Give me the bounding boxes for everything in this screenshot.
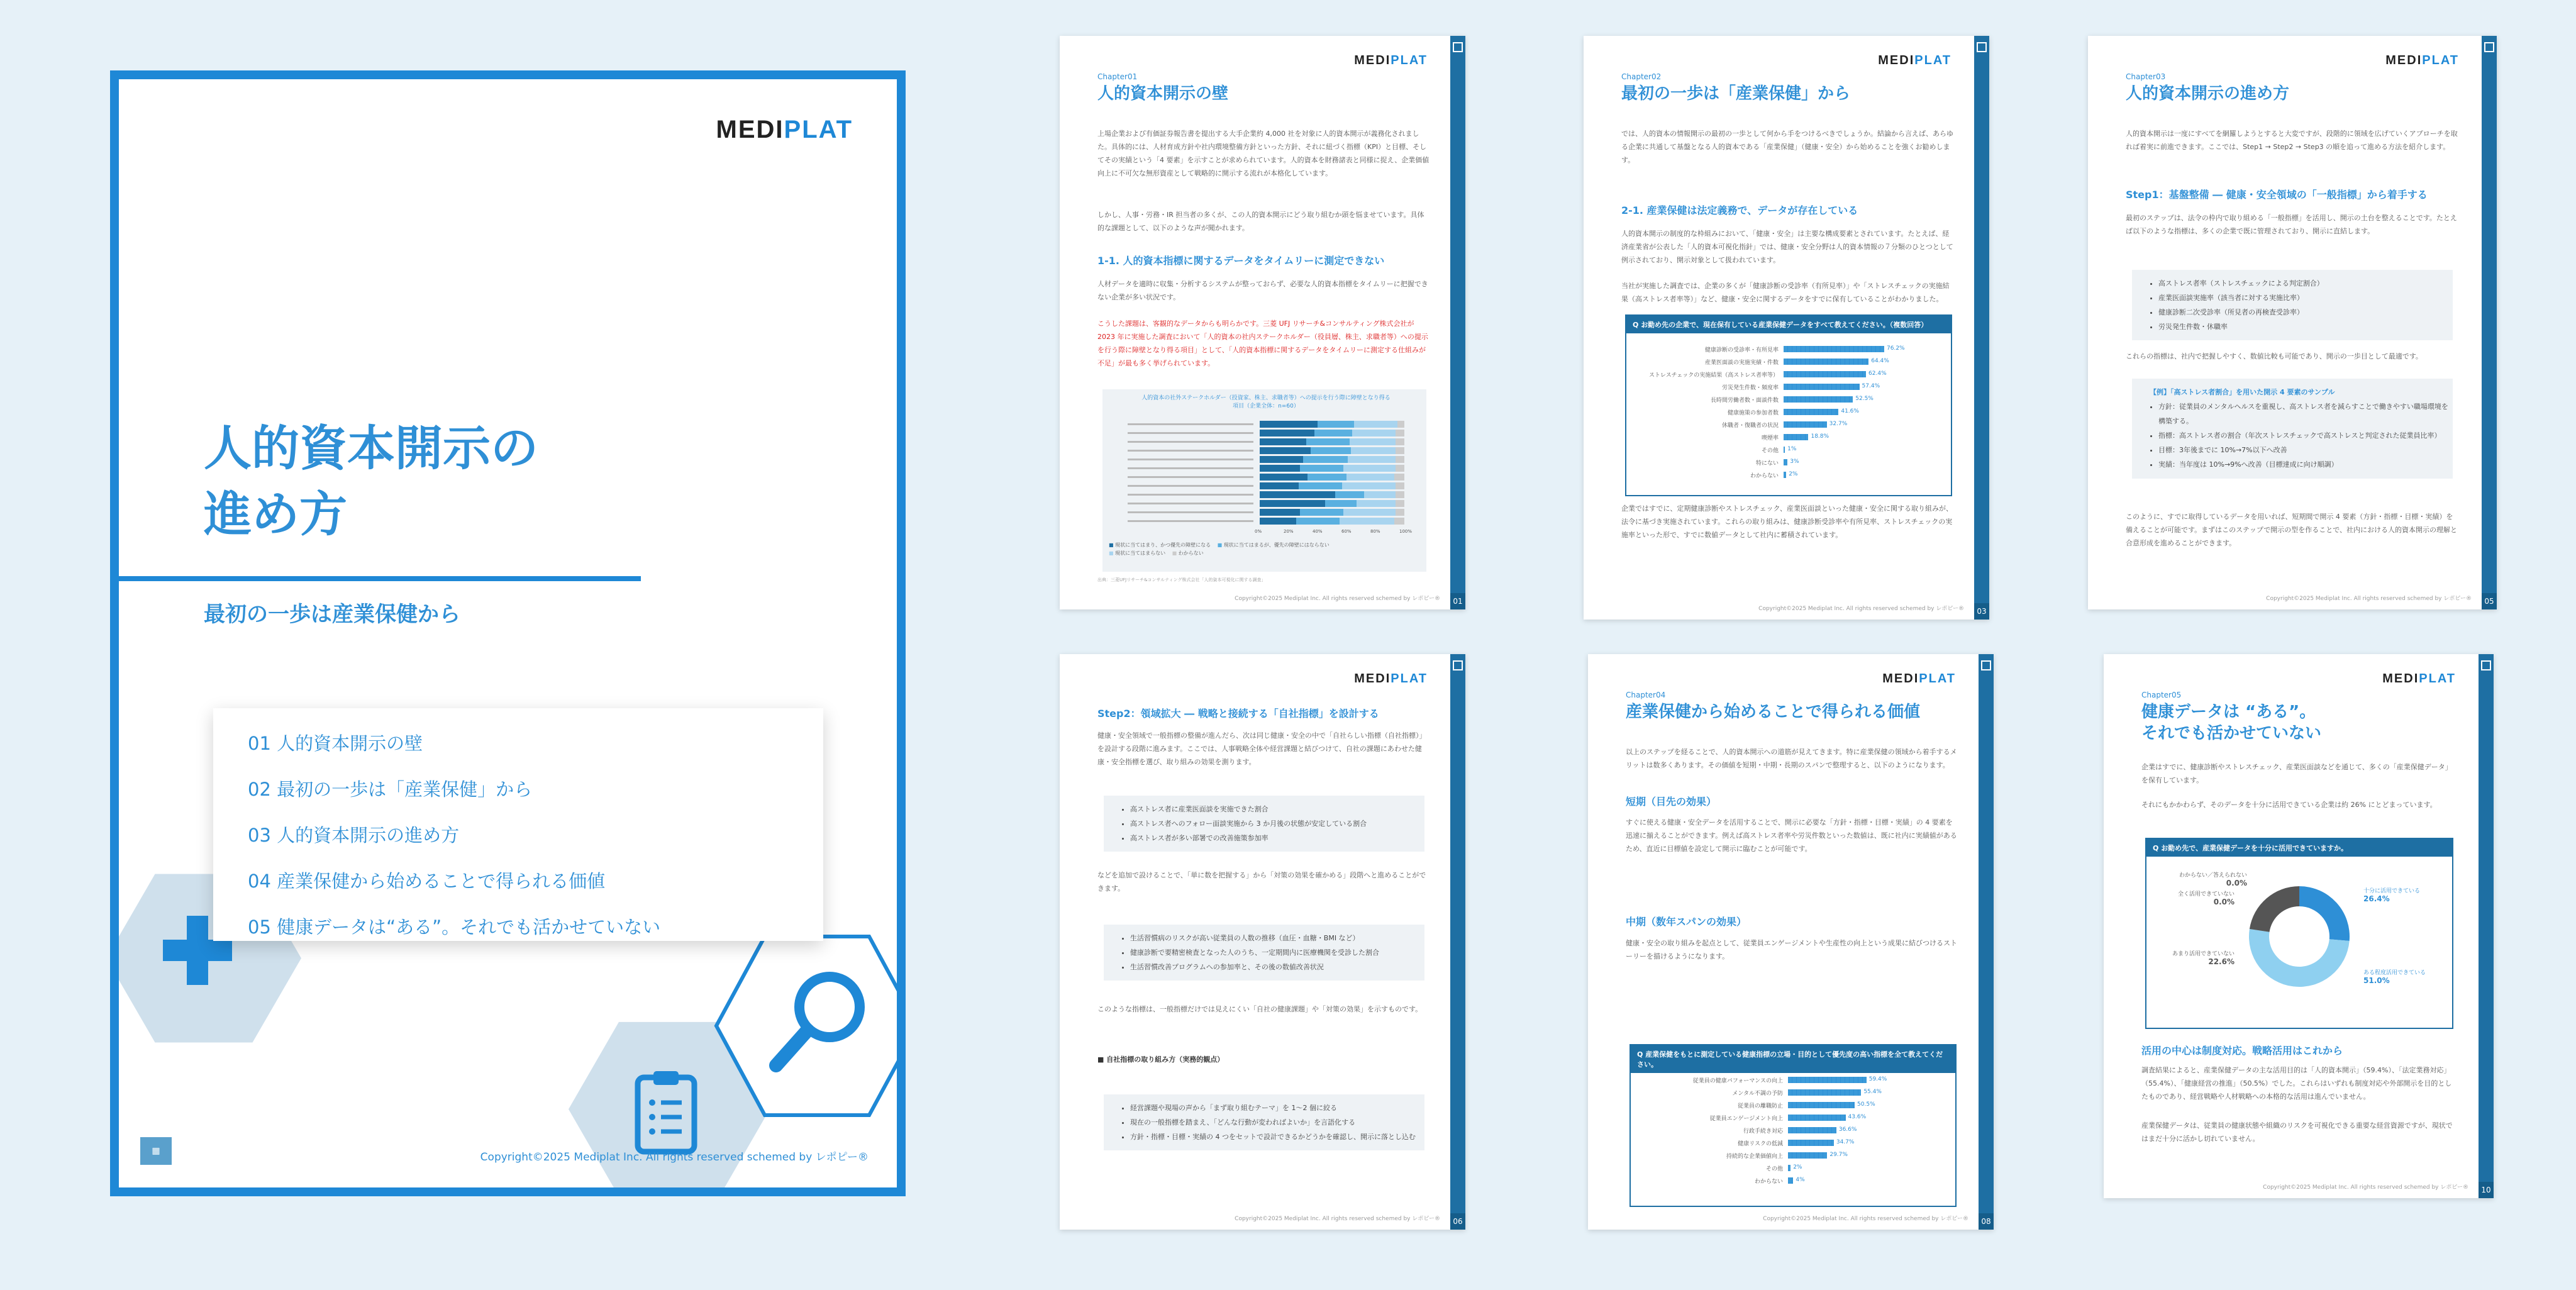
page-number: 08 [1979, 1213, 1994, 1230]
page-title: 最初の一歩は「産業保健」から [1621, 84, 1851, 103]
list-item: • 方針：従業員のメンタルヘルスを重視し、高ストレス者を減らすことで働きやすい職場環境を構築する。 [2158, 399, 2453, 428]
bar-label-placeholder [1128, 432, 1253, 434]
bar-label-placeholder [1128, 450, 1253, 452]
copyright: Copyright©2025 Mediplat Inc. All rights reserved schemed by レポピー® [1235, 1216, 1440, 1222]
page-title: 健康データは “ある”。 それでも活かせていない [2141, 703, 2322, 743]
bar-category-label: その他 [1761, 448, 1779, 454]
paragraph: しかし、人事・労務・IR 担当者の多くが、この人的資本開示にどう取り組むか頭を悩ませています。具体的な課題として、以下のような声が聞かれます。 [1097, 211, 1424, 232]
stacked-bar [1260, 474, 1404, 481]
bar-segment [1352, 430, 1396, 436]
brand-logo: MEDIPLAT [1354, 672, 1428, 686]
bar-segment [1396, 482, 1404, 489]
axis-tick-label: 40% [1313, 529, 1323, 534]
bar-segment [1306, 438, 1350, 445]
chart-title: Q 産業保健をもとに測定している健康指標の立場・目的として優先度の高い指標を全て教えてください。 [1631, 1045, 1955, 1073]
stacked-bar [1260, 500, 1404, 507]
bar-segment [1343, 465, 1396, 472]
page-title: 産業保健から始めることで得られる価値 [1626, 703, 1921, 721]
document-icon [1453, 660, 1463, 670]
cover-divider [119, 576, 641, 581]
bar-segment [1394, 474, 1404, 481]
legend-item: わからない [1178, 550, 1204, 556]
list-item: • 産業医面談実施率（該当者に対する実施比率） [2158, 291, 2453, 305]
bar-category-label: 産業医面談の実施実績・件数 [1704, 360, 1779, 366]
list-item: • 高ストレス者に産業医面談を実施できた割合 [1130, 802, 1424, 816]
toc-item[interactable]: 03 人的資本開示の進め方 [248, 825, 460, 846]
bar [1784, 359, 1868, 365]
donut-value-label: 0.0% [2213, 898, 2235, 906]
paragraph: すぐに使える健康・安全データを活用することで、開示に必要な「方針・指標・目標・実績」の 4 要素を迅速に揃えることができます。例えば高ストレス者率や労災件数といった数値は、既に社内に実績値があるため、直近に目標値を設定して開示に臨むことが可能です。 [1626, 818, 1957, 853]
bar-segment [1314, 430, 1352, 436]
stacked-bar [1260, 465, 1404, 472]
axis-tick-label: 80% [1370, 529, 1380, 534]
bar-segment [1260, 456, 1303, 463]
bar-category-label: 持続的な企業価値向上 [1726, 1154, 1783, 1160]
list-item: • 実績：当年度は 10%→9%へ改善（目標達成に向け順調） [2158, 457, 2453, 472]
toc-item[interactable]: 01 人的資本開示の壁 [248, 733, 423, 754]
bar-segment [1396, 491, 1404, 498]
toc-item[interactable]: 05 健康データは“ある”。それでも活かせていない [248, 916, 661, 938]
chapter-label: Chapter04 [1626, 691, 1666, 699]
bar [1784, 384, 1860, 390]
bar-segment [1396, 456, 1404, 463]
bar [1788, 1140, 1834, 1146]
bar-segment [1260, 438, 1306, 445]
bar-segment [1311, 447, 1351, 454]
bar-label-placeholder [1128, 503, 1253, 504]
bar-segment [1342, 482, 1396, 489]
bar-segment [1335, 491, 1364, 498]
paragraph: 企業はすでに、健康診断やストレスチェック、産業医面談などを通じて、多くの「産業保健データ」を保有しています。 [2141, 763, 2452, 784]
bar-segment [1340, 518, 1394, 525]
table-of-contents [213, 708, 823, 941]
page-title: 人的資本開示の進め方 [2126, 84, 2290, 103]
list-item: • 生活習慣病のリスクが高い従業員の人数の推移（血圧・血糖・BMI など） [1130, 931, 1424, 945]
paragraph: 人的資本開示は一度にすべてを網羅しようとすると大変ですが、段階的に領域を広げていくアプローチを取れば着実に前進できます。ここでは、Step1 → Step2 → Step3 の順を追って進める方法を紹介します。 [2126, 130, 2458, 151]
donut-slice [2299, 886, 2350, 941]
bar-value-label: 57.4% [1862, 383, 1880, 389]
page-01[interactable] [1060, 36, 1465, 609]
bar-value-label: 18.8% [1811, 433, 1829, 440]
paragraph: 人材データを適時に収集・分析するシステムが整っておらず、必要な人的資本指標をタイムリーに把握できない企業が多い状況です。 [1097, 280, 1428, 301]
clipboard-icon [631, 1068, 701, 1156]
bar [1784, 459, 1787, 465]
donut-label: あまり活用できていない [2172, 951, 2235, 957]
bar [1788, 1165, 1790, 1171]
bar-segment [1364, 491, 1396, 498]
bar-segment [1325, 500, 1357, 507]
bar-segment [1303, 456, 1348, 463]
bar-value-label: 52.5% [1855, 396, 1874, 402]
brand-logo: MEDIPLAT [2385, 53, 2459, 67]
list-item: • 高ストレス者率（ストレスチェックによる判定割合） [2158, 276, 2453, 291]
section-heading: 中期（数年スパンの効果） [1626, 916, 1747, 928]
list-item: • 生活習慣改善プログラムへの参加率と、その後の数値改善状況 [1130, 960, 1424, 974]
bar-category-label: 健康診断の受診率・有所見率 [1704, 347, 1779, 353]
side-tab [1979, 654, 1994, 1230]
bar-category-label: わからない [1754, 1179, 1783, 1185]
list-item: • 健康診断二次受診率（所見者の再検査受診率） [2158, 305, 2453, 320]
document-icon [2484, 42, 2494, 52]
side-tab [1974, 36, 1989, 620]
bar-value-label: 62.4% [1868, 370, 1887, 377]
bar [1784, 472, 1786, 478]
bar-category-label: 従業員の離職防止 [1737, 1103, 1783, 1109]
page-number: 03 [1974, 603, 1989, 620]
stacked-bar [1260, 447, 1404, 454]
bar-category-label: 長時間労働者数・面談件数 [1710, 398, 1779, 404]
bar-segment [1260, 491, 1335, 498]
legend-item: 現状に当てはまるが、優先の障壁にはならない [1223, 542, 1330, 548]
indicator-list [1104, 1094, 1424, 1150]
bar-chart-priorities [1629, 1044, 1957, 1207]
axis-tick-label: 100% [1399, 529, 1413, 534]
bar-segment [1396, 438, 1404, 445]
side-tab [1450, 654, 1465, 1230]
bar-chart-held-data [1625, 314, 1952, 496]
bar-segment [1307, 474, 1346, 481]
bar-segment [1397, 421, 1405, 428]
indicator-list [2132, 270, 2453, 340]
brand-logo: MEDIPLAT [1878, 53, 1951, 67]
page-08[interactable] [1588, 654, 1994, 1230]
bar [1784, 434, 1808, 440]
donut-label: わからない／答えられない [2179, 872, 2247, 879]
bar-segment [1396, 465, 1404, 472]
bar-segment [1348, 456, 1396, 463]
bar-value-label: 36.6% [1838, 1126, 1857, 1133]
paragraph: では、人的資本の情報開示の最初の一歩として何から手をつけるべきでしょうか。結論から言えば、あらゆる企業に共通して基盤となる人的資本である「産業保健」（健康・安全）から始めることを強くお勧めします。 [1621, 130, 1953, 164]
bar-value-label: 43.6% [1848, 1114, 1867, 1120]
copyright: Copyright©2025 Mediplat Inc. All rights reserved schemed by レポピー® [2263, 1184, 2468, 1191]
side-tab [2482, 36, 2497, 609]
bar-segment [1343, 509, 1396, 516]
bar-value-label: 41.6% [1841, 408, 1859, 414]
bar [1788, 1102, 1855, 1108]
bar-segment [1299, 482, 1342, 489]
paragraph: 健康・安全領域で一般指標の整備が進んだら、次は同じ健康・安全の中で「自社らしい指標（自社指標）」を設計する段階に進みます。ここでは、人事戦略全体や経営課題と結びつけて、自社の課題にあわせた健康・安全指標を選び、取り組みの効果を測ります。 [1097, 731, 1426, 766]
bar-segment [1318, 421, 1354, 428]
magnifier-icon [713, 931, 906, 1120]
indicator-list [1104, 925, 1424, 981]
bar-segment [1260, 500, 1325, 507]
paragraph: 調査結果によると、産業保健データの主な活用目的は「人的資本開示」（59.4%）、「法定業務対応」（55.4%）、「健康経営の推進」（50.5%）でした。これらはいずれも制度対応や外部開示を目的としたものであり、経営戦略や人材戦略への本格的な活用は進んでいません。 [2141, 1066, 2452, 1101]
bar-segment [1260, 465, 1300, 472]
bar-value-label: 59.4% [1868, 1076, 1887, 1082]
page-title: 人的資本開示の壁 [1097, 84, 1229, 103]
document-icon [1453, 42, 1463, 52]
bar-segment [1357, 500, 1396, 507]
list-item: • 高ストレス者が多い部署での改善施策参加率 [1130, 831, 1424, 845]
axis-tick-label: 60% [1341, 529, 1352, 534]
donut-value-label: 51.0% [2363, 976, 2390, 985]
copyright: Copyright©2025 Mediplat Inc. All rights reserved schemed by レポピー® [1763, 1216, 1968, 1222]
bar-category-label: 特にない [1755, 460, 1779, 467]
question-icon: Q [1633, 321, 1641, 329]
copyright: Copyright©2025 Mediplat Inc. All rights reserved schemed by レポピー® [1235, 596, 1440, 602]
subheading: ■ 自社指標の取り組み方（実務的観点） [1097, 1055, 1224, 1064]
axis-tick-label: 0% [1255, 529, 1262, 534]
page-06[interactable] [1060, 654, 1465, 1230]
stacked-bar [1260, 456, 1404, 463]
donut-label: 全く活用できていない [2177, 891, 2235, 898]
list-item: • 健康診断で要精密検査となった人のうち、一定期間内に医療機関を受診した割合 [1130, 945, 1424, 960]
donut-value-label: 0.0% [2226, 879, 2247, 887]
legend-item: 現状に当てはまらない [1115, 550, 1166, 556]
bar-label-placeholder [1128, 511, 1253, 513]
donut-value-label: 22.6% [2208, 957, 2235, 966]
page-10[interactable] [2104, 654, 2494, 1198]
bar-label-placeholder [1128, 423, 1253, 425]
chart-title: Q お勤め先で、産業保健データを十分に活用できていますか。 [2146, 839, 2452, 857]
bar-value-label: 3% [1790, 459, 1799, 465]
bar-segment [1346, 474, 1394, 481]
bar-segment [1260, 430, 1314, 436]
bar [1788, 1127, 1836, 1133]
bar [1788, 1152, 1827, 1159]
chart-legend: ■ 現状に当てはまり、かつ優先の障壁になる ■ 現状に当てはまるが、優先の障壁にはならない ■ 現状に当てはまらない ■ わからない [1109, 542, 1330, 556]
page-03[interactable] [1584, 36, 1989, 620]
paragraph: これらの指標は、社内で把握しやすく、数値比較も可能であり、開示の一歩目として最適です。 [2126, 352, 2423, 360]
bar-category-label: 従業員エンゲージメント向上 [1709, 1116, 1783, 1122]
document-icon [1977, 42, 1987, 52]
bar-label-placeholder [1128, 459, 1253, 460]
paragraph: 以上のステップを経ることで、人的資本開示への道筋が見えてきます。特に産業保健の領域から着手するメリットは数多くあります。その価値を短期・中期・長期のスパンで整理すると、以下のようになります。 [1626, 748, 1957, 769]
paragraph: それにもかかわらず、そのデータを十分に活用できている企業は約 26% にとどまっています。 [2141, 801, 2437, 809]
paragraph: このような指標は、一般指標だけでは見えにくい「自社の健康課題」や「対策の効果」を示すものです。 [1097, 1005, 1423, 1013]
paragraph: 人的資本開示の制度的な枠組みにおいて、「健康・安全」は主要な構成要素とされています。たとえば、経済産業省が公表した「人的資本可視化指針」では、健康・安全分野は人的資本情報の７分類のひとつとして例示されており、開示対象として扱われています。 [1621, 230, 1953, 264]
bar [1788, 1115, 1846, 1121]
question-icon: Q [1637, 1050, 1646, 1059]
donut-slice [2250, 886, 2299, 932]
example-box [2132, 379, 2453, 479]
donut-label: ある程度活用できている [2363, 970, 2426, 976]
chart-title: Q お勤め先の企業で、現在保有している産業保健データをすべて教えてください。（複数回答） [1626, 316, 1951, 333]
bar-segment [1260, 482, 1299, 489]
corner-badge: ▦ [140, 1137, 172, 1165]
stacked-bar [1260, 509, 1404, 516]
bar-segment [1351, 447, 1396, 454]
bar-category-label: 喫煙率 [1761, 435, 1779, 442]
page-number: 05 [2482, 593, 2497, 609]
stacked-bar [1260, 421, 1404, 428]
cover-subtitle: 最初の一歩は産業保健から [204, 602, 460, 627]
bar-value-label: 50.5% [1857, 1101, 1875, 1108]
list-item: • 目標：3年後までに 10%→7%以下へ改善 [2158, 443, 2453, 457]
page-number: 06 [1450, 1213, 1465, 1230]
donut-label: 十分に活用できている [2363, 888, 2421, 894]
page-number: 01 [1450, 593, 1465, 609]
document-icon [1981, 660, 1991, 670]
source-note: 出典：三菱UFJリサーチ&コンサルティング株式会社「人的資本可視化に関する調査」 [1097, 577, 1266, 582]
bar [1788, 1089, 1861, 1096]
bar-value-label: 2% [1789, 471, 1798, 477]
paragraph: などを追加で設けることで、「単に数を把握する」から「対策の効果を確かめる」段階へと進めることができます。 [1097, 871, 1426, 892]
list-item: • 現在の一般指標を踏まえ、「どんな行動が変わればよいか」を言語化する [1130, 1115, 1424, 1130]
cover-page [110, 70, 906, 1196]
bar-segment [1260, 474, 1307, 481]
bar [1784, 421, 1827, 428]
bar-segment [1260, 447, 1311, 454]
bar-category-label: その他 [1765, 1166, 1783, 1172]
section-heading: 活用の中心は制度対応。戦略活用はこれから [2141, 1045, 2343, 1057]
bar-segment [1260, 518, 1296, 525]
document-icon [2481, 660, 2491, 670]
bar-category-label: メンタル不調の予防 [1732, 1091, 1783, 1097]
bar-value-label: 2% [1793, 1164, 1802, 1170]
chart-title: 人的資本の社外ステークホルダー（投資家、株主、求職者等）への提示を行う際に障壁となり得る項目（企業全体：n=60） [1141, 395, 1391, 409]
toc-item[interactable]: 04 産業保健から始めることで得られる価値 [248, 870, 606, 892]
paragraph: 上場企業および有価証券報告書を提出する大手企業約 4,000 社を対象に人的資本開示が義務化されました。具体的には、人材育成方針や社内環境整備方針といった方針、それに紐づく指標（KPI）と目標、そしてその実績という「4 要素」を示すことが求められています。人的資本を財務諸表と同様に捉え、企業価値向上に不可欠な無形資産として戦略的に開示する流れが本格化しています。 [1097, 130, 1430, 177]
stacked-bar [1260, 491, 1404, 498]
stacked-bar [1260, 438, 1404, 445]
legend-item: 現状に当てはまり、かつ優先の障壁になる [1115, 542, 1211, 548]
bar [1788, 1077, 1867, 1083]
indicator-list [1104, 796, 1424, 852]
bar-segment [1300, 509, 1343, 516]
paragraph: このように、すでに取得しているデータを用いれば、短期間で開示 4 要素（方針・指標・目標・実績）を備えることが可能です。まずはこのステップで開示の型を作ることで、社内における人的資本開示の理解と合意形成を進めることができます。 [2126, 513, 2458, 547]
bar-segment [1354, 421, 1397, 428]
paragraph: 最初のステップは、法令の枠内で取り組める「一般指標」を活用し、開示の土台を整えることです。たとえば以下のような指標は、多くの企業で既に管理されており、開示に直結します。 [2126, 214, 2457, 235]
bar-value-label: 64.4% [1871, 358, 1889, 364]
brand-logo: MEDIPLAT [2382, 672, 2456, 686]
list-item: • 労災発生件数・休職率 [2158, 320, 2453, 334]
page-05[interactable] [2088, 36, 2497, 609]
stacked-bar [1260, 518, 1404, 525]
brand-logo: MEDIPLAT [1354, 53, 1428, 67]
bar-category-label: 健康リスクの低減 [1738, 1141, 1783, 1147]
stacked-bar [1260, 482, 1404, 489]
bar [1784, 447, 1785, 453]
bar-label-placeholder [1128, 485, 1253, 487]
bar-segment [1396, 509, 1404, 516]
bar-category-label: わからない [1750, 473, 1779, 479]
bar-segment [1350, 438, 1396, 445]
page-number: 10 [2479, 1182, 2494, 1198]
example-title: 【例】「高ストレス者割合」を用いた開示 4 要素のサンプル [2150, 388, 2335, 396]
section-heading: 短期（目先の効果） [1626, 796, 1717, 808]
copyright: Copyright©2025 Mediplat Inc. All rights reserved schemed by レポピー® [1758, 606, 1964, 612]
bar-value-label: 1% [1787, 446, 1797, 452]
section-heading: Step1：基盤整備 ― 健康・安全領域の「一般指標」から着手する [2126, 189, 2428, 201]
list-item: • 方針・指標・目標・実績の 4 つをセットで設計できるかどうかを確認し、開示に落とし込む [1130, 1130, 1424, 1144]
side-tab [1450, 36, 1465, 609]
chapter-label: Chapter01 [1097, 72, 1138, 81]
brand-logo: MEDIPLAT [1882, 672, 1956, 686]
paragraph: こうした課題は、客観的なデータからも明らかです。三菱 UFJ リサーチ&コンサルティング株式会社が 2023 年に実施した調査において「人的資本の社内ステークホルダー（役員層、株主、求職者等）への提示を行う際に障壁となり得る項目」として、「人的資本指標に関するデータをタイムリーに測定する仕組みが不足」が最も多く挙げられています。 [1097, 320, 1428, 367]
bar-label-placeholder [1128, 520, 1253, 522]
section-heading: 1-1. 人的資本指標に関するデータをタイムリーに測定できない [1097, 255, 1385, 267]
bar-value-label: 34.7% [1836, 1139, 1855, 1145]
bar-segment [1260, 421, 1318, 428]
bar-label-placeholder [1128, 494, 1253, 496]
paragraph: 産業保健データは、従業員の健康状態や組織のリスクを可視化できる重要な経営資源ですが、現状ではまだ十分に活かし切れていません。 [2141, 1121, 2453, 1143]
donut-value-label: 26.4% [2363, 894, 2390, 903]
toc-item[interactable]: 02 最初の一歩は「産業保健」から [248, 779, 533, 800]
list-item: • 高ストレス者へのフォロー面談実施から 3 か月後の状態が安定している割合 [1130, 816, 1424, 831]
stacked-chart [1102, 389, 1426, 572]
chapter-label: Chapter05 [2141, 691, 2182, 699]
bar-value-label: 32.7% [1829, 421, 1848, 427]
bar-label-placeholder [1128, 467, 1253, 469]
donut-chart-utilization [2145, 838, 2453, 1029]
bar [1784, 371, 1866, 377]
bar-category-label: 労災発生件数・頻度率 [1721, 385, 1779, 391]
bar-label-placeholder [1128, 441, 1253, 443]
bar-segment [1396, 500, 1404, 507]
bar-value-label: 29.7% [1829, 1152, 1848, 1158]
list-item: • 指標：高ストレス者の割合（年次ストレスチェックで高ストレスと判定された従業員比率） [2158, 428, 2453, 443]
side-tab [2479, 654, 2494, 1198]
chapter-label: Chapter03 [2126, 72, 2166, 81]
bar [1784, 346, 1884, 352]
bar-category-label: 休職者・復職者の状況 [1721, 423, 1779, 429]
bar-segment [1296, 518, 1340, 525]
bar [1788, 1177, 1793, 1184]
bar-value-label: 4% [1796, 1177, 1805, 1183]
bar-segment [1394, 518, 1404, 525]
copyright: Copyright©2025 Mediplat Inc. All rights reserved schemed by レポピー® [2266, 596, 2472, 602]
cover-title: 人的資本開示の 進め方 [204, 420, 538, 542]
section-heading: Step2：領域拡大 ― 戦略と接続する「自社指標」を設計する [1097, 708, 1379, 720]
bar-value-label: 55.4% [1863, 1089, 1882, 1095]
bar-segment [1396, 447, 1404, 454]
section-heading: 2-1. 産業保健は法定義務で、データが存在している [1621, 204, 1858, 216]
question-icon: Q [2153, 844, 2162, 852]
bar-category-label: 健康施策の参加者数 [1727, 410, 1779, 416]
paragraph: 当社が実施した調査では、企業の多くが「健康診断の受診率（有所見率）」や「ストレスチェックの実施結果（高ストレス者率等）」など、健康・安全に関するデータをすでに保有していることがわかりました。 [1621, 282, 1950, 303]
bar-segment [1260, 509, 1300, 516]
bar [1784, 396, 1853, 403]
bar-category-label: 行政手続き対応 [1743, 1128, 1783, 1135]
stacked-bar [1260, 430, 1404, 436]
bar-value-label: 76.2% [1887, 345, 1905, 352]
axis-tick-label: 20% [1284, 529, 1294, 534]
bar-label-placeholder [1128, 476, 1253, 478]
bar-segment [1396, 430, 1404, 436]
bar-category-label: ストレスチェックの実施結果（高ストレス者率等） [1648, 372, 1779, 379]
list-item: • 経営課題や現場の声から「まず取り組むテーマ」を 1〜2 個に絞る [1130, 1101, 1424, 1115]
bar-segment [1300, 465, 1343, 472]
paragraph: 健康・安全の取り組みを起点として、従業員エンゲージメントや生産性の向上という成果に結びつけるストーリーを描けるようになります。 [1626, 939, 1958, 960]
bar-category-label: 従業員の健康パフォーマンスの向上 [1692, 1078, 1783, 1084]
chapter-label: Chapter02 [1621, 72, 1662, 81]
brand-logo: MEDIPLAT [716, 116, 853, 143]
bar [1784, 409, 1838, 415]
paragraph: 企業ではすでに、定期健康診断やストレスチェック、産業医面談といった健康・安全に関する取り組みが、法令に基づき実施されています。これらの取り組みは、健康診断受診率や有所見率、ストレスチェックの実施率といった形で、すでに数値データとして社内に蓄積されています。 [1621, 504, 1953, 539]
copyright: Copyright©2025 Mediplat Inc. All rights reserved schemed by レポピー® [480, 1151, 869, 1164]
